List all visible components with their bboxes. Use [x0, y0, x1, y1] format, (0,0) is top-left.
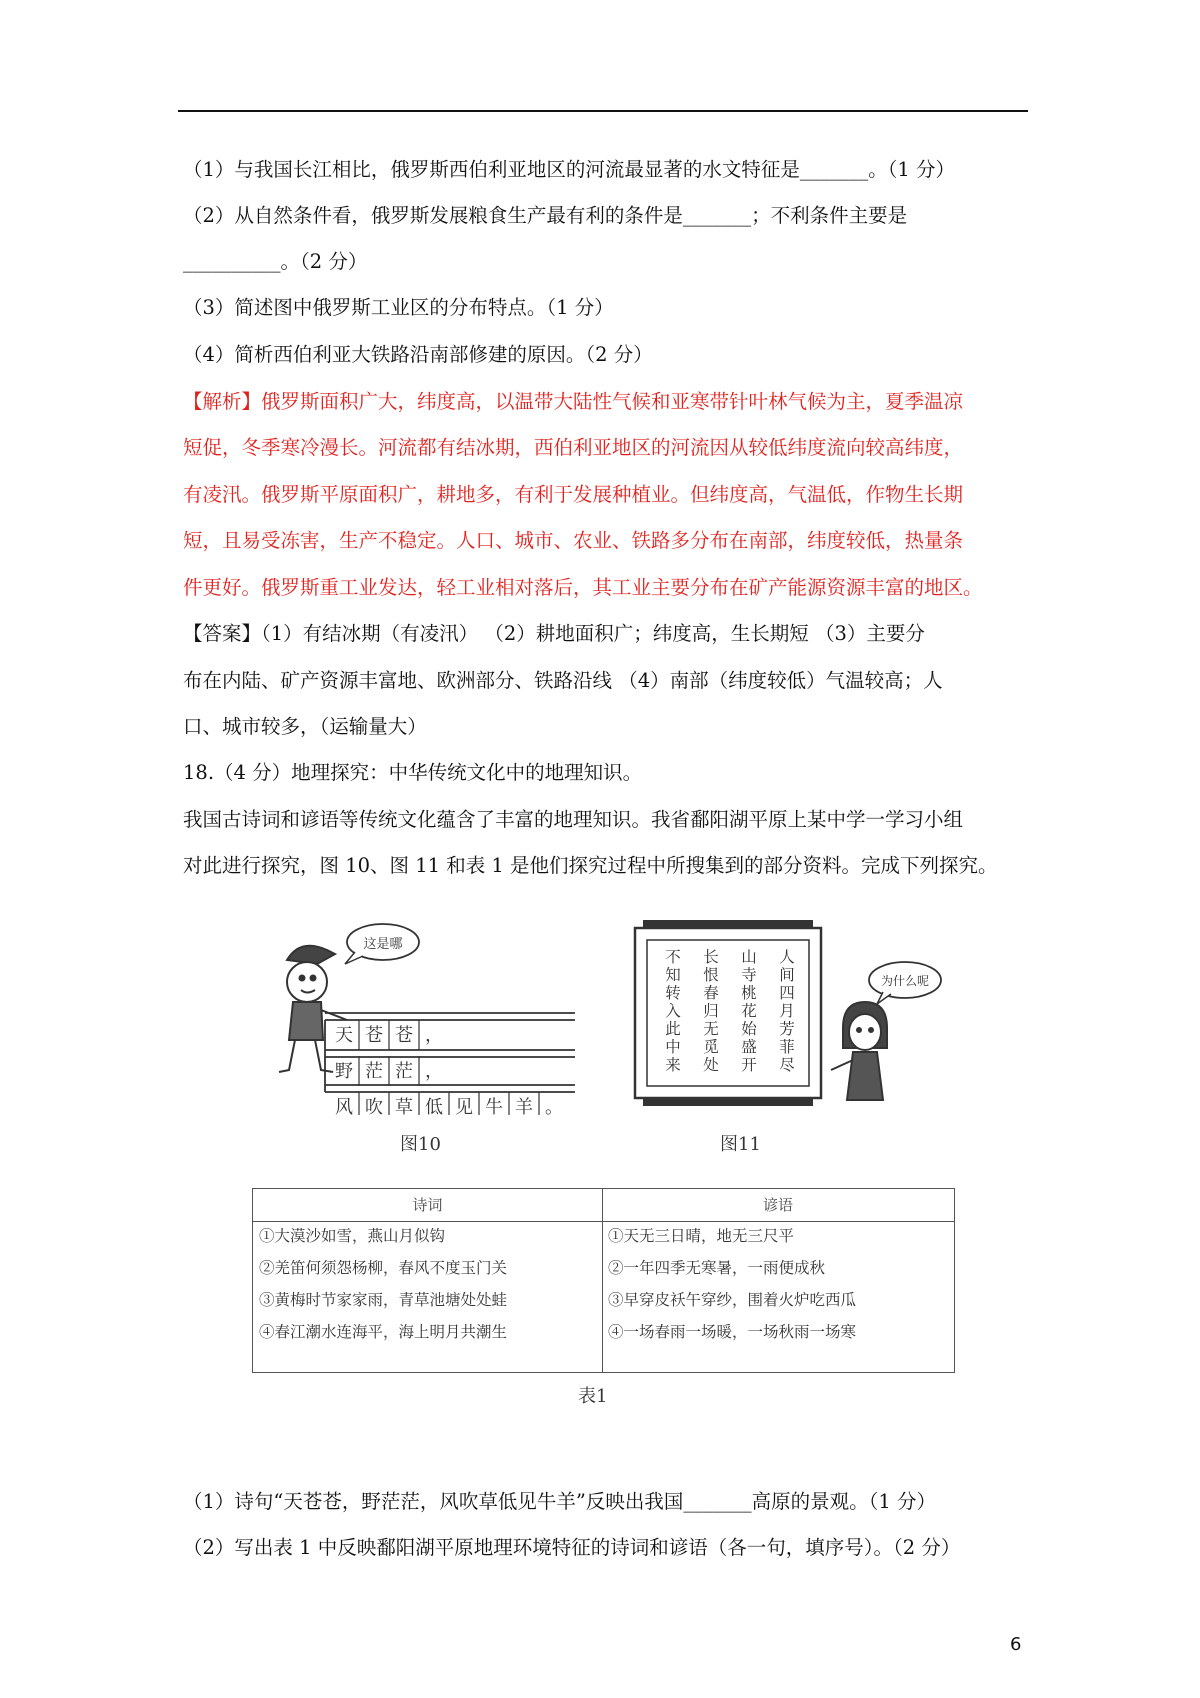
scroll-character: 归 [703, 1002, 719, 1020]
grid-character: ， [425, 1025, 443, 1046]
question-18-1: （1）诗句“天苍苍，野茫茫，风吹草低见牛羊”反映出我国_______高原的景观。（1 分） [183, 1490, 936, 1513]
table-row: ②羌笛何须怨杨柳，春风不度玉门关 [259, 1259, 508, 1277]
scroll-character: 人 [779, 948, 795, 966]
table-row: ④一场春雨一场暖，一场秋雨一场寒 [608, 1323, 857, 1341]
question-17-2: （2）从自然条件看，俄罗斯发展粮食生产最有利的条件是_______；不利条件主要是 [183, 204, 908, 227]
grid-character: 风 [335, 1097, 353, 1115]
poem-grid-characters [335, 1020, 563, 1115]
scroll-character: 桃 [741, 984, 757, 1002]
question-17-1: （1）与我国长江相比，俄罗斯西伯利亚地区的河流最显著的水文特征是_______。（1 分） [183, 158, 956, 181]
analysis-line-3: 有凌汛。俄罗斯平原面积广，耕地多，有利于发展种植业。但纬度高，气温低，作物生长期 [183, 483, 964, 506]
question-17-3: （3）简述图中俄罗斯工业区的分布特点。（1 分） [183, 296, 614, 319]
poem-grid [325, 1013, 575, 1092]
table-1 [252, 1188, 955, 1373]
table-row: ①大漠沙如雪，燕山月似钩 [259, 1227, 446, 1245]
analysis-line-1: 【解析】俄罗斯面积广大，纬度高，以温带大陆性气候和亚寒带针叶林气候为主，夏季温凉 [183, 390, 964, 413]
grid-character: ， [425, 1061, 443, 1082]
scroll-character: 恨 [703, 966, 719, 984]
question-17-4: （4）简析西伯利亚大铁路沿南部修建的原因。（2 分） [183, 343, 653, 366]
scroll-character: 不 [665, 948, 681, 966]
scroll-character: 转 [665, 984, 681, 1002]
table-row: ②一年四季无寒暑，一雨便成秋 [608, 1259, 826, 1277]
scroll-character: 寺 [741, 966, 757, 984]
table-row: ①天无三日晴，地无三尺平 [608, 1227, 795, 1245]
proverbs-header: 谚语 [602, 1189, 954, 1222]
table-1-caption: 表1 [578, 1386, 608, 1407]
scroll-character: 春 [703, 984, 719, 1002]
cartoon-boy-illustration [279, 946, 347, 1072]
question-18-2: （2）写出表 1 中反映鄱阳湖平原地理环境特征的诗词和谚语（各一句，填序号）。（2 分） [183, 1536, 961, 1559]
grid-character: 苍 [395, 1025, 413, 1046]
scroll-character: 开 [741, 1056, 757, 1074]
table-row: ③黄梅时节家家雨，青草池塘处处蛙 [259, 1291, 508, 1309]
grid-character: 见 [455, 1097, 473, 1115]
scroll-character: 尽 [779, 1056, 795, 1074]
grid-character: 野 [335, 1061, 353, 1082]
grid-character: 吹 [365, 1097, 383, 1115]
header-rule [178, 110, 1028, 112]
question-18-intro-2: 对此进行探究，图 10、图 11 和表 1 是他们探究过程中所搜集到的部分资料。完成下列探究。 [183, 854, 998, 877]
scroll-character: 间 [779, 966, 795, 984]
answer-line-1: 【答案】（1）有结冰期（有凌汛） （2）耕地面积广；纬度高，生长期短 （3）主要分 [183, 622, 925, 645]
scroll-character: 四 [779, 984, 795, 1002]
figure-11 [625, 920, 950, 1130]
analysis-line-2: 短促，冬季寒冷漫长。河流都有结冰期，西伯利亚地区的河流因从较低纬度流向较高纬度， [183, 436, 964, 459]
scroll-character: 知 [665, 966, 681, 984]
grid-character: 低 [425, 1097, 443, 1115]
grid-character: 草 [395, 1097, 413, 1115]
table-row: ④春江潮水连海平，海上明月共潮生 [259, 1323, 508, 1341]
question-18-intro-1: 我国古诗词和谚语等传统文化蕴含了丰富的地理知识。我省鄱阳湖平原上某中学一学习小组 [183, 808, 964, 831]
scroll-character: 处 [703, 1056, 719, 1074]
proverbs-column [602, 1189, 954, 1372]
grid-character: 茫 [365, 1061, 383, 1082]
cartoon-girl-illustration [831, 1002, 887, 1100]
grid-character: 天 [335, 1025, 353, 1046]
poems-header: 诗词 [253, 1189, 602, 1222]
scroll-character: 始 [741, 1020, 757, 1038]
scroll-character: 芳 [779, 1020, 795, 1038]
poems-column [253, 1189, 603, 1372]
scroll-character: 山 [741, 948, 757, 966]
figure-10 [255, 920, 590, 1115]
grid-character: 苍 [365, 1025, 383, 1046]
question-18-title: 18.（4 分）地理探究：中华传统文化中的地理知识。 [183, 761, 643, 784]
question-17-2-cont: __________。（2 分） [183, 250, 368, 273]
analysis-line-4: 短，且易受冻害，生产不稳定。人口、城市、农业、铁路多分布在南部，纬度较低，热量条 [183, 529, 964, 552]
scroll-character: 入 [665, 1002, 681, 1020]
scroll-character: 长 [703, 948, 719, 966]
table-row: ③早穿皮袄午穿纱，围着火炉吃西瓜 [608, 1291, 857, 1309]
speech-bubble [869, 962, 941, 1004]
grid-character: 茫 [395, 1061, 413, 1082]
grid-character: 牛 [485, 1097, 503, 1115]
scroll-character: 来 [665, 1056, 681, 1074]
page-number: 6 [1010, 1634, 1022, 1655]
figure-10-caption: 图10 [400, 1134, 441, 1155]
bubble-text-10: 这是哪 [363, 937, 403, 952]
scroll-character: 此 [665, 1020, 681, 1038]
grid-character: 羊 [515, 1097, 533, 1115]
speech-bubble [345, 924, 419, 964]
grid-character: 。 [545, 1097, 563, 1115]
answer-line-3: 口、城市较多，（运输量大） [183, 715, 427, 738]
analysis-line-5: 件更好。俄罗斯重工业发达，轻工业相对落后，其工业主要分布在矿产能源资源丰富的地区。 [183, 576, 983, 599]
answer-line-2: 布在内陆、矿产资源丰富地、欧洲部分、铁路沿线 （4）南部（纬度较低）气温较高；人 [183, 669, 943, 692]
scroll-character: 无 [703, 1020, 719, 1038]
scroll-character: 花 [741, 1002, 757, 1020]
scroll-character: 月 [779, 1002, 795, 1020]
scroll-character: 中 [665, 1038, 681, 1056]
scroll-character: 觅 [703, 1038, 719, 1056]
scroll-character: 菲 [779, 1038, 795, 1056]
analysis-label: 【解析】 [183, 390, 262, 413]
figure-11-caption: 图11 [720, 1134, 761, 1155]
scroll-character: 盛 [741, 1038, 757, 1056]
bubble-text-11: 为什么呢 [880, 974, 930, 988]
